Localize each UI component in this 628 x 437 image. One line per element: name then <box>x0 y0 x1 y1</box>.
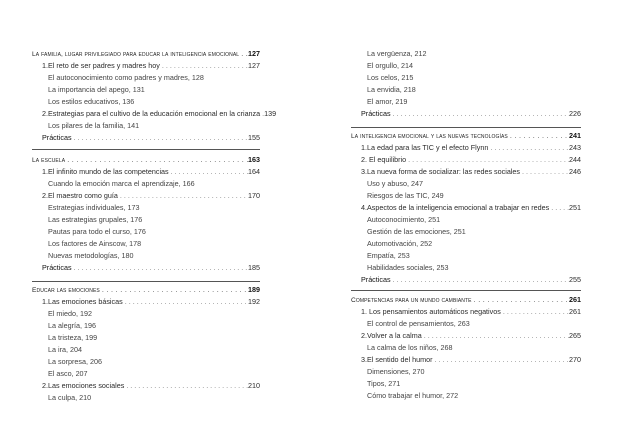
toc-entry-title: Prácticas <box>361 275 391 284</box>
toc-entry-title: Habilidades sociales, 253 <box>367 263 449 272</box>
toc-entry-title: 1. Los pensamientos automáticos negativos <box>361 307 501 316</box>
toc-entry-title: 1.Las emociones básicas <box>42 297 123 306</box>
toc-entry <box>351 318 581 330</box>
toc-entry <box>32 344 260 356</box>
toc-entry-title: La sorpresa, 206 <box>48 357 102 366</box>
section-divider <box>32 149 260 150</box>
toc-entry <box>32 60 260 72</box>
toc-entry <box>351 166 581 178</box>
toc-entry-title: Uso y abuso, 247 <box>367 179 423 188</box>
toc-entry <box>351 390 581 402</box>
toc-entry-title: Empatía, 253 <box>367 251 410 260</box>
toc-page-number: 170 <box>248 191 260 200</box>
toc-entry-title: El orgullo, 214 <box>367 61 413 70</box>
toc-entry-title: Los pilares de la familia, 141 <box>48 121 140 130</box>
dot-leader <box>72 262 248 274</box>
section-divider <box>351 127 581 128</box>
toc-practice-entry <box>32 262 260 274</box>
toc-entry <box>351 262 581 274</box>
toc-entry <box>32 226 260 238</box>
toc-entry <box>32 308 260 320</box>
toc-entry-title: Estrategias individuales, 173 <box>48 203 140 212</box>
toc-entry <box>32 250 260 262</box>
dot-leader <box>508 130 569 142</box>
toc-entry-title: El autoconocimiento como padres y madres, 128 <box>48 73 204 82</box>
toc-page-number: 226 <box>569 109 581 118</box>
toc-entry-title: 2.Volver a la calma <box>361 331 422 340</box>
toc-entry-title: Los celos, 215 <box>367 73 414 82</box>
toc-entry-title: El miedo, 192 <box>48 309 92 318</box>
toc-practice-entry <box>351 108 581 120</box>
toc-entry <box>32 392 260 404</box>
toc-page-number: 241 <box>569 131 581 140</box>
toc-entry-title: Los estilos educativos, 136 <box>48 97 135 106</box>
toc-entry <box>351 84 581 96</box>
toc-entry-title: La alegría, 196 <box>48 321 96 330</box>
toc-entry <box>32 368 260 380</box>
toc-entry <box>32 214 260 226</box>
toc-entry-title: La tristeza, 199 <box>48 333 98 342</box>
toc-entry <box>351 250 581 262</box>
toc-page-number: 192 <box>248 297 260 306</box>
toc-page-number: 210 <box>248 381 260 390</box>
toc-page-number: 261 <box>569 295 581 304</box>
toc-entry-title: Pautas para todo el curso, 176 <box>48 227 146 236</box>
toc-entry <box>351 142 581 154</box>
toc-entry <box>351 330 581 342</box>
toc-entry <box>351 48 581 60</box>
toc-entry <box>351 238 581 250</box>
dot-leader <box>169 166 248 178</box>
toc-page-number: 244 <box>569 155 581 164</box>
toc-entry-title: 3.La nueva forma de socializar: las redes sociales <box>361 167 521 176</box>
toc-entry <box>32 238 260 250</box>
toc-entry <box>32 296 260 308</box>
toc-page-number: 243 <box>569 143 581 152</box>
toc-entry-title: Prácticas <box>42 263 72 272</box>
toc-entry-title: El amor, 219 <box>367 97 408 106</box>
toc-page-number: 155 <box>248 133 260 142</box>
toc-entry <box>351 72 581 84</box>
toc-entry <box>32 72 260 84</box>
toc-entry <box>351 60 581 72</box>
dot-leader <box>123 296 248 308</box>
toc-entry-title: Tipos, 271 <box>367 379 401 388</box>
dot-leader <box>406 154 569 166</box>
toc-entry-title: Prácticas <box>361 109 391 118</box>
toc-page-number: 270 <box>569 355 581 364</box>
toc-entry <box>351 378 581 390</box>
toc-entry <box>351 214 581 226</box>
toc-practice-entry <box>351 274 581 286</box>
toc-page-number: 255 <box>569 275 581 284</box>
toc-entry <box>32 96 260 108</box>
toc-entry <box>32 190 260 202</box>
section-divider <box>32 281 260 282</box>
toc-entry-title: La importancia del apego, 131 <box>48 85 145 94</box>
toc-entry-title: La familia, lugar privilegiado para educar la inteligencia emocional <box>32 51 240 58</box>
toc-entry <box>32 380 260 392</box>
toc-entry-title: Cuando la emoción marca el aprendizaje, 166 <box>48 179 195 188</box>
toc-page-number: 127 <box>248 49 260 58</box>
toc-entry-title: 2. El equilibrio <box>361 155 407 164</box>
toc-entry-title: La calma de los niños, 268 <box>367 343 453 352</box>
toc-page-number: 163 <box>248 155 260 164</box>
toc-entry <box>351 354 581 366</box>
toc-entry-title: Educar las emociones <box>32 287 100 294</box>
toc-entry-title: Nuevas metodologías, 180 <box>48 251 134 260</box>
toc-chapter-heading <box>32 48 260 60</box>
dot-leader <box>391 274 569 286</box>
toc-entry <box>32 84 260 96</box>
toc-entry <box>351 190 581 202</box>
dot-leader <box>501 306 569 318</box>
dot-leader <box>472 294 569 306</box>
toc-entry-title: 2.Las emociones sociales <box>42 381 125 390</box>
toc-entry-title: 1.La edad para las TIC y el efecto Flynn <box>361 143 489 152</box>
toc-entry <box>32 356 260 368</box>
toc-entry-title: La culpa, 210 <box>48 393 92 402</box>
section-divider <box>351 290 581 291</box>
toc-chapter-heading <box>32 154 260 166</box>
toc-entry <box>351 226 581 238</box>
toc-entry-title: 2.El maestro como guía <box>42 191 118 200</box>
toc-entry-title: Competencias para un mundo cambiante <box>351 297 472 304</box>
toc-entry-title: Cómo trabajar el humor, 272 <box>367 391 459 400</box>
toc-entry <box>32 120 260 132</box>
toc-entry-title: La envidia, 218 <box>367 85 416 94</box>
toc-chapter-heading <box>351 294 581 306</box>
toc-entry-title: Automotivación, 252 <box>367 239 433 248</box>
toc-entry-title: El control de pensamientos, 263 <box>367 319 470 328</box>
toc-entry <box>351 342 581 354</box>
toc-entry-title: 3.El sentido del humor <box>361 355 433 364</box>
toc-chapter-heading <box>32 284 260 296</box>
toc-entry-title: 1.El reto de ser padres y madres hoy <box>42 61 160 70</box>
toc-page-number: 261 <box>569 307 581 316</box>
toc-entry-title: Prácticas <box>42 133 72 142</box>
toc-entry-title: La vergüenza, 212 <box>367 49 427 58</box>
toc-entry <box>32 166 260 178</box>
dot-leader <box>124 380 248 392</box>
dot-leader <box>72 132 248 144</box>
toc-chapter-heading <box>351 130 581 142</box>
toc-entry-title: Dimensiones, 270 <box>367 367 425 376</box>
dot-leader <box>65 154 248 166</box>
toc-entry-title: Autoconocimiento, 251 <box>367 215 441 224</box>
dot-leader <box>100 284 248 296</box>
dot-leader <box>391 108 569 120</box>
toc-page-number: 127 <box>248 61 260 70</box>
toc-entry <box>32 332 260 344</box>
toc-practice-entry <box>32 132 260 144</box>
toc-page-number: 185 <box>248 263 260 272</box>
toc-entry <box>351 178 581 190</box>
toc-entry-title: La ira, 204 <box>48 345 82 354</box>
dot-leader <box>520 166 569 178</box>
toc-page-number: 164 <box>248 167 260 176</box>
toc-entry-title: 4.Aspectos de la inteligencia emocional a trabajar en redes <box>361 203 550 212</box>
toc-entry-title: 2.Estrategias para el cultivo de la educación emocional en la crianza <box>42 109 261 118</box>
toc-entry <box>351 366 581 378</box>
toc-entry-title: Las estrategias grupales, 176 <box>48 215 143 224</box>
toc-page-number: 246 <box>569 167 581 176</box>
toc-entry-title: 1.El infinito mundo de las competencias <box>42 167 169 176</box>
toc-entry-title: La escuela <box>32 157 66 164</box>
toc-entry <box>32 320 260 332</box>
toc-entry-title: La inteligencia emocional y las nuevas tecnologías <box>351 133 508 140</box>
dot-leader <box>549 202 569 214</box>
toc-entry <box>351 96 581 108</box>
toc-entry <box>32 108 277 120</box>
toc-entry <box>351 306 581 318</box>
toc-entry <box>32 178 260 190</box>
toc-entry <box>32 202 260 214</box>
toc-entry <box>351 154 581 166</box>
toc-entry-title: Riesgos de las TIC, 249 <box>367 191 444 200</box>
toc-entry-title: El asco, 207 <box>48 369 88 378</box>
dot-leader <box>488 142 569 154</box>
dot-leader <box>118 190 248 202</box>
toc-page-number: 265 <box>569 331 581 340</box>
dot-leader <box>422 330 569 342</box>
dot-leader <box>160 60 248 72</box>
dot-leader <box>433 354 569 366</box>
toc-entry-title: Los factores de Ainscow, 178 <box>48 239 142 248</box>
dot-leader <box>239 48 248 60</box>
toc-page-number: 139 <box>264 109 277 118</box>
toc-page-number: 189 <box>248 285 260 294</box>
toc-entry-title: Gestión de las emociones, 251 <box>367 227 466 236</box>
toc-page-number: 251 <box>569 203 581 212</box>
toc-entry <box>351 202 581 214</box>
